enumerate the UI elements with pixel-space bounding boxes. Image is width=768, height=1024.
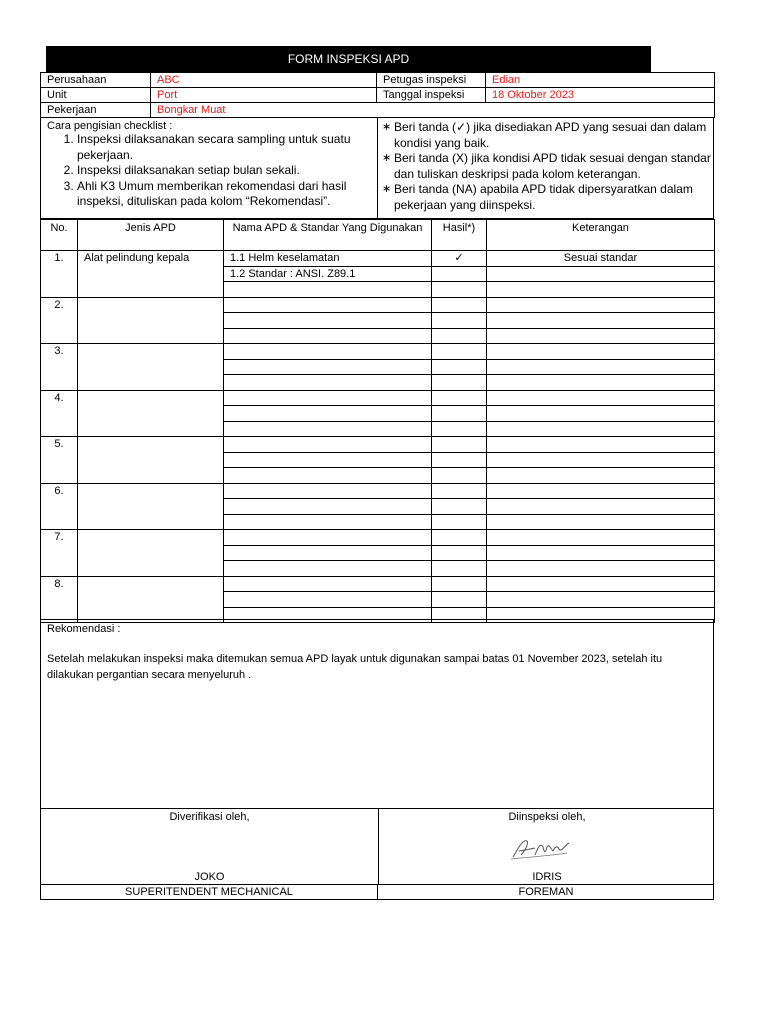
nama-apd-cell <box>224 530 432 546</box>
nama-apd-cell <box>224 421 432 437</box>
keterangan-cell <box>487 344 715 360</box>
jenis-apd-cell <box>78 576 224 623</box>
nama-apd-cell <box>224 545 432 561</box>
instruction-note: ∗ Beri tanda (✓) jika disediakan APD yang sesuai dan dalam kondisi yang baik. <box>382 120 715 151</box>
jenis-apd-cell: Alat pelindung kepala <box>78 251 224 298</box>
nama-apd-cell <box>224 313 432 329</box>
keterangan-cell <box>487 452 715 468</box>
table-row <box>41 530 715 546</box>
keterangan-cell <box>487 592 715 608</box>
perusahaan-value: ABC <box>151 73 377 88</box>
inspected-caption: Diinspeksi oleh, <box>508 811 586 823</box>
keterangan-cell <box>487 437 715 453</box>
nama-apd-cell <box>224 437 432 453</box>
keterangan-cell <box>487 468 715 484</box>
verified-name: JOKO <box>194 871 225 883</box>
nama-apd-cell <box>224 344 432 360</box>
instruction-step: 3. Ahli K3 Umum memberikan rekomendasi dari hasil inspeksi, dituliskan pada kolom “Rekomendasi”. <box>77 179 371 210</box>
row-number: 7. <box>41 530 78 577</box>
table-row <box>41 390 715 406</box>
keterangan-cell <box>487 545 715 561</box>
nama-apd-cell <box>224 375 432 391</box>
jenis-apd-cell <box>78 483 224 530</box>
verified-caption: Diverifikasi oleh, <box>169 811 250 823</box>
petugas-label: Petugas inspeksi <box>377 73 486 88</box>
hasil-cell <box>432 437 487 453</box>
rekomendasi-box <box>40 619 714 809</box>
nama-apd-cell <box>224 328 432 344</box>
col-header-nama: Nama APD & Standar Yang Digunakan <box>224 220 432 251</box>
nama-apd-cell <box>224 561 432 577</box>
keterangan-cell <box>487 576 715 592</box>
roles-row <box>40 884 714 900</box>
row-number: 4. <box>41 390 78 437</box>
hasil-cell <box>432 328 487 344</box>
col-header-no: No. <box>41 220 78 251</box>
row-number: 8. <box>41 576 78 623</box>
hasil-cell <box>432 468 487 484</box>
hasil-cell <box>432 483 487 499</box>
tanggal-value: 18 Oktober 2023 <box>486 88 715 103</box>
nama-apd-cell: 1.1 Helm keselamatan <box>224 251 432 267</box>
keterangan-cell <box>487 499 715 515</box>
keterangan-cell <box>487 313 715 329</box>
instruction-step: 2. Inspeksi dilaksanakan setiap bulan sekali. <box>77 163 371 179</box>
unit-label: Unit <box>41 88 151 103</box>
hasil-cell: ✓ <box>432 251 487 267</box>
perusahaan-label: Perusahaan <box>41 73 151 88</box>
nama-apd-cell <box>224 282 432 298</box>
keterangan-cell <box>487 282 715 298</box>
instructions-box <box>40 118 714 219</box>
keterangan-cell <box>487 514 715 530</box>
verifier-block <box>41 809 378 884</box>
hasil-cell <box>432 313 487 329</box>
keterangan-cell <box>487 359 715 375</box>
table-row <box>41 483 715 499</box>
nama-apd-cell <box>224 483 432 499</box>
nama-apd-cell: 1.2 Standar : ANSI. Z89.1 <box>224 266 432 282</box>
nama-apd-cell <box>224 390 432 406</box>
keterangan-cell <box>487 297 715 313</box>
keterangan-cell <box>487 421 715 437</box>
unit-value: Port <box>151 88 377 103</box>
hasil-cell <box>432 344 487 360</box>
nama-apd-cell <box>224 499 432 515</box>
rekomendasi-label: Rekomendasi : <box>47 623 121 635</box>
col-header-keterangan: Keterangan <box>487 220 715 251</box>
handwritten-signature <box>509 835 573 861</box>
nama-apd-cell <box>224 514 432 530</box>
hasil-cell <box>432 592 487 608</box>
keterangan-cell <box>487 266 715 282</box>
keterangan-cell: Sesuai standar <box>487 251 715 267</box>
pekerjaan-value: Bongkar Muat <box>151 103 715 118</box>
jenis-apd-cell <box>78 344 224 391</box>
instruction-step: 1. Inspeksi dilaksanakan secara sampling untuk suatu pekerjaan. <box>77 132 371 163</box>
instructions-steps <box>41 118 378 218</box>
petugas-value: Edian <box>486 73 715 88</box>
instruction-note: ∗ Beri tanda (NA) apabila APD tidak dipersyaratkan dalam pekerjaan yang diinspeksi. <box>382 182 715 213</box>
inspected-name: IDRIS <box>532 871 562 883</box>
nama-apd-cell <box>224 592 432 608</box>
row-number: 6. <box>41 483 78 530</box>
col-header-hasil: Hasil*) <box>432 220 487 251</box>
signature-section <box>40 809 714 885</box>
table-row <box>41 251 715 267</box>
keterangan-cell <box>487 406 715 422</box>
nama-apd-cell <box>224 406 432 422</box>
nama-apd-cell <box>224 468 432 484</box>
row-number: 3. <box>41 344 78 391</box>
instructions-notes <box>378 118 715 218</box>
nama-apd-cell <box>224 359 432 375</box>
hasil-cell <box>432 514 487 530</box>
inspected-role: FOREMAN <box>518 886 574 898</box>
hasil-cell <box>432 561 487 577</box>
jenis-apd-cell <box>78 530 224 577</box>
keterangan-cell <box>487 530 715 546</box>
jenis-apd-cell <box>78 297 224 344</box>
hasil-cell <box>432 406 487 422</box>
checklist-table <box>40 219 715 623</box>
tanggal-label: Tanggal inspeksi <box>377 88 486 103</box>
keterangan-cell <box>487 375 715 391</box>
row-number: 1. <box>41 251 78 298</box>
jenis-apd-cell <box>78 390 224 437</box>
hasil-cell <box>432 421 487 437</box>
row-number: 2. <box>41 297 78 344</box>
hasil-cell <box>432 576 487 592</box>
keterangan-cell <box>487 561 715 577</box>
hasil-cell <box>432 545 487 561</box>
instruction-note: ∗ Beri tanda (X) jika kondisi APD tidak sesuai dengan standar dan tuliskan deskripsi pada kolom keterangan. <box>382 151 715 182</box>
hasil-cell <box>432 375 487 391</box>
hasil-cell <box>432 499 487 515</box>
instructions-caption: Cara pengisian checklist : <box>47 120 173 132</box>
hasil-cell <box>432 282 487 298</box>
keterangan-cell <box>487 328 715 344</box>
table-row <box>41 576 715 592</box>
rekomendasi-text: Setelah melakukan inspeksi maka ditemukan semua APD layak untuk digunakan sampai batas 01 November 2023, setelah itu dilakukan pergantian secara menyeluruh . <box>47 653 663 681</box>
form-title: FORM INSPEKSI APD <box>46 46 651 73</box>
col-header-jenis: Jenis APD <box>78 220 224 251</box>
hasil-cell <box>432 266 487 282</box>
jenis-apd-cell <box>78 437 224 484</box>
keterangan-cell <box>487 390 715 406</box>
keterangan-cell <box>487 483 715 499</box>
nama-apd-cell <box>224 452 432 468</box>
hasil-cell <box>432 530 487 546</box>
checklist-body <box>41 251 715 623</box>
table-row <box>41 344 715 360</box>
pekerjaan-label: Pekerjaan <box>41 103 151 118</box>
header-table <box>40 72 715 118</box>
table-row <box>41 437 715 453</box>
hasil-cell <box>432 359 487 375</box>
row-number: 5. <box>41 437 78 484</box>
hasil-cell <box>432 452 487 468</box>
hasil-cell <box>432 297 487 313</box>
verified-role: SUPERITENDENT MECHANICAL <box>41 885 378 899</box>
inspector-block <box>379 809 715 884</box>
hasil-cell <box>432 390 487 406</box>
nama-apd-cell <box>224 576 432 592</box>
table-row <box>41 297 715 313</box>
nama-apd-cell <box>224 297 432 313</box>
